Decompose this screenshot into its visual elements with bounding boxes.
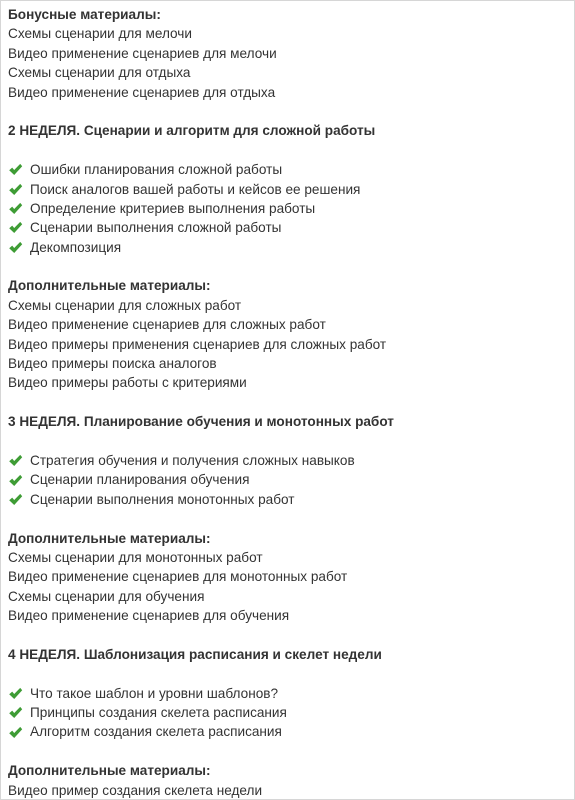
week-2-extra-item: Видео примеры поиска аналогов	[8, 356, 217, 372]
check-icon	[8, 493, 23, 506]
week-2-topic	[8, 199, 566, 218]
check-icon	[8, 687, 23, 700]
check-icon	[8, 221, 23, 234]
course-program	[1, 1, 574, 800]
week-4-topic	[8, 703, 566, 722]
bonus-item: Схемы сценарии для отдыха	[8, 65, 191, 81]
week-3-extra-item: Видео применение сценариев для монотонных работ	[8, 569, 348, 585]
bonus-item: Видео применение сценариев для отдыха	[8, 84, 276, 100]
week-3-topic-label: Сценарии выполнения монотонных работ	[30, 491, 295, 507]
week-2-topic-label: Ошибки планирования сложной работы	[30, 162, 283, 178]
week-2-extra-item: Видео примеры применения сценариев для сложных работ	[8, 336, 387, 352]
week-4-topic-label: Алгоритм создания скелета расписания	[30, 724, 282, 740]
bonus-item: Схемы сценарии для мелочи	[8, 26, 192, 42]
week-3-heading: 3 НЕДЕЛЯ. Планирование обучения и монотонных работ	[8, 414, 394, 430]
week-3-extra-item: Схемы сценарии для монотонных работ	[8, 549, 263, 565]
week-2-extra-item: Видео применение сценариев для сложных работ	[8, 317, 326, 333]
week-3-topic	[8, 470, 566, 489]
week-3-extra-item: Видео применение сценариев для обучения	[8, 608, 290, 624]
check-icon	[8, 163, 23, 176]
week-3-topic-label: Стратегия обучения и получения сложных навыков	[30, 452, 355, 468]
week-4-topic	[8, 684, 566, 703]
week-4-heading: 4 НЕДЕЛЯ. Шаблонизация расписания и скелет недели	[8, 646, 382, 662]
week-2-topic-label: Декомпозиция	[30, 239, 122, 255]
week-2-topic-label: Сценарии выполнения сложной работы	[30, 220, 282, 236]
check-icon	[8, 454, 23, 467]
week-3-topic	[8, 490, 566, 509]
week-3-topic-label: Сценарии планирования обучения	[30, 472, 250, 488]
week-4-topic-label: Принципы создания скелета расписания	[30, 705, 287, 721]
week-3-extra-item: Схемы сценарии для обучения	[8, 588, 205, 604]
week-2-topic-label: Определение критериев выполнения работы	[30, 200, 316, 216]
week-2-topic	[8, 218, 566, 237]
check-icon	[8, 474, 23, 487]
week-2-extra-item: Схемы сценарии для сложных работ	[8, 297, 242, 313]
week-2-topic-label: Поиск аналогов вашей работы и кейсов ее решения	[30, 181, 361, 197]
week-2-topic	[8, 160, 566, 179]
week-4-topic	[8, 722, 566, 741]
check-icon	[8, 202, 23, 215]
bonus-materials-heading: Бонусные материалы:	[8, 7, 161, 22]
bonus-item: Видео применение сценариев для мелочи	[8, 45, 277, 61]
week-3-extra-heading: Дополнительные материалы:	[8, 530, 211, 546]
week-2-heading: 2 НЕДЕЛЯ. Сценарии и алгоритм для сложной работы	[8, 123, 376, 139]
week-2-extra-heading: Дополнительные материалы:	[8, 278, 211, 294]
week-2-extra-item: Видео примеры работы с критериями	[8, 375, 247, 391]
week-3-topic	[8, 451, 566, 470]
week-4-topic-label: Что такое шаблон и уровни шаблонов?	[30, 685, 279, 701]
check-icon	[8, 726, 23, 739]
week-4-extra-heading: Дополнительные материалы:	[8, 763, 211, 779]
week-2-topic	[8, 180, 566, 199]
check-icon	[8, 241, 23, 254]
week-2-topic	[8, 238, 566, 257]
week-4-extra-item: Видео пример создания скелета недели	[8, 782, 263, 798]
check-icon	[8, 183, 23, 196]
check-icon	[8, 706, 23, 719]
